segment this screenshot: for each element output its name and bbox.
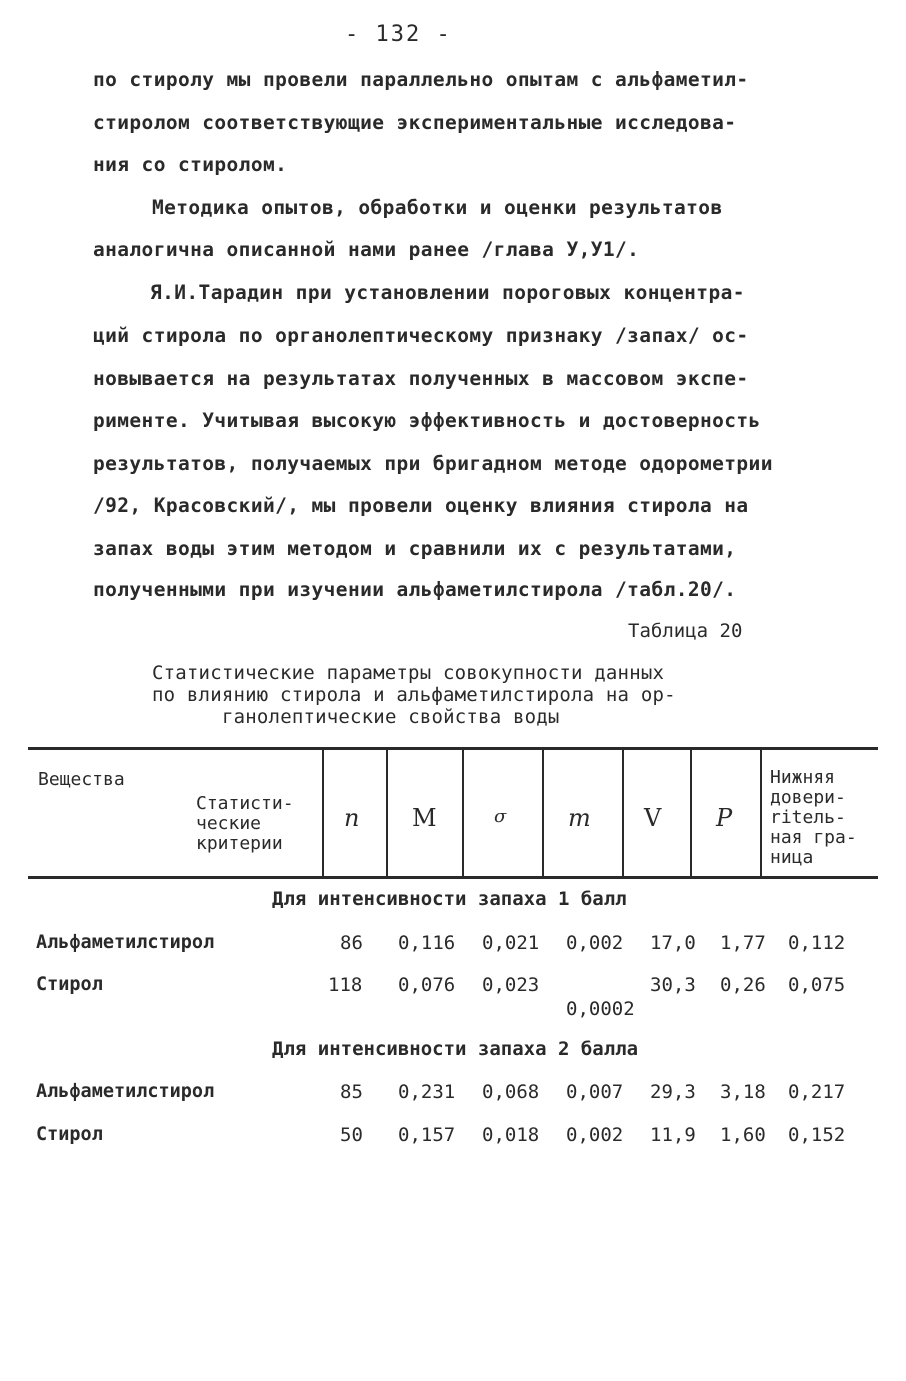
table-label: Таблица 20 bbox=[628, 620, 743, 642]
cell-M: 0,116 bbox=[398, 932, 456, 954]
header-column-M: M bbox=[412, 804, 437, 832]
row-substance-name: Стирол bbox=[36, 974, 103, 995]
paragraph-line: рименте. Учитывая высокую эффективность и достоверность bbox=[93, 409, 761, 432]
cell-V: 11,9 bbox=[650, 1124, 696, 1146]
table-caption-line: Статистические параметры совокупности данных bbox=[152, 662, 665, 684]
paragraph-line: новывается на результатах полученных в массовом экспе- bbox=[93, 367, 749, 390]
paragraph-line: /92, Красовский/, мы провели оценку влияния стирола на bbox=[93, 494, 749, 517]
header-substances: Вещества bbox=[38, 769, 125, 790]
header-lower-bound-line: ritель- bbox=[770, 807, 846, 828]
paragraph-line: запах воды этим методом и сравнили их с результатами, bbox=[93, 537, 737, 560]
paragraph-line: ций стирола по органолептическому признаку /запах/ ос- bbox=[93, 324, 749, 347]
cell-P: 1,77 bbox=[720, 932, 766, 954]
header-column-sigma: σ bbox=[494, 806, 507, 827]
cell-M: 0,076 bbox=[398, 974, 456, 996]
cell-n: 86 bbox=[340, 932, 363, 954]
cell-n: 118 bbox=[328, 974, 363, 996]
section-title: Для интенсивности запаха 1 балл bbox=[272, 888, 627, 910]
header-criteria-line: Статисти- bbox=[196, 793, 294, 814]
paragraph-line: по стиролу мы провели параллельно опытам с альфаметил- bbox=[93, 68, 749, 91]
cell-lower-bound: 0,112 bbox=[788, 932, 846, 954]
cell-m: 0,0002 bbox=[566, 998, 635, 1020]
cell-sigma: 0,023 bbox=[482, 974, 540, 996]
column-divider bbox=[690, 750, 692, 878]
paragraph-line: результатов, получаемых при бригадном методе одорометрии bbox=[93, 452, 773, 475]
header-column-P: P bbox=[716, 804, 733, 832]
cell-M: 0,231 bbox=[398, 1081, 456, 1103]
row-substance-name: Стирол bbox=[36, 1124, 103, 1145]
table-header-rule bbox=[28, 876, 878, 879]
cell-n: 50 bbox=[340, 1124, 363, 1146]
header-criteria-line: ческие bbox=[196, 813, 262, 834]
cell-n: 85 bbox=[340, 1081, 363, 1103]
cell-V: 30,3 bbox=[650, 974, 696, 996]
cell-P: 0,26 bbox=[720, 974, 766, 996]
cell-lower-bound: 0,075 bbox=[788, 974, 846, 996]
column-divider bbox=[462, 750, 464, 878]
column-divider bbox=[386, 750, 388, 878]
page-number: - 132 - bbox=[345, 22, 452, 47]
column-divider bbox=[760, 750, 762, 878]
paragraph-line: Я.И.Тарадин при установлении пороговых концентра- bbox=[150, 281, 745, 304]
section-title: Для интенсивности запаха 2 балла bbox=[272, 1038, 639, 1060]
cell-sigma: 0,068 bbox=[482, 1081, 540, 1103]
paragraph-line: стиролом соответствующие экспериментальные исследова- bbox=[93, 111, 737, 134]
cell-m: 0,002 bbox=[566, 932, 624, 954]
paragraph-line: аналогична описанной нами ранее /глава У,У1/. bbox=[93, 238, 640, 261]
paragraph-line: полученными при изучении альфаметилстирола /табл.20/. bbox=[93, 578, 737, 601]
cell-V: 29,3 bbox=[650, 1081, 696, 1103]
column-divider bbox=[542, 750, 544, 878]
table-top-rule bbox=[28, 747, 878, 750]
cell-P: 3,18 bbox=[720, 1081, 766, 1103]
paragraph-line: Методика опытов, обработки и оценки результатов bbox=[152, 196, 723, 219]
row-substance-name: Альфаметилстирол bbox=[36, 932, 215, 953]
header-lower-bound-line: ная гра- bbox=[770, 827, 857, 848]
column-divider bbox=[322, 750, 324, 878]
cell-V: 17,0 bbox=[650, 932, 696, 954]
cell-M: 0,157 bbox=[398, 1124, 456, 1146]
header-lower-bound-line: довери- bbox=[770, 787, 846, 808]
cell-P: 1,60 bbox=[720, 1124, 766, 1146]
table-caption-line: по влиянию стирола и альфаметилстирола на ор- bbox=[152, 684, 676, 706]
header-lower-bound-line: ница bbox=[770, 847, 814, 868]
cell-lower-bound: 0,217 bbox=[788, 1081, 846, 1103]
row-substance-name: Альфаметилстирол bbox=[36, 1081, 215, 1102]
header-column-V: V bbox=[644, 804, 662, 832]
header-criteria-line: критерии bbox=[196, 833, 283, 854]
cell-lower-bound: 0,152 bbox=[788, 1124, 846, 1146]
cell-sigma: 0,021 bbox=[482, 932, 540, 954]
column-divider bbox=[622, 750, 624, 878]
header-column-n: n bbox=[344, 804, 360, 832]
table-caption-line: ганолептические свойства воды bbox=[222, 706, 560, 728]
cell-m: 0,002 bbox=[566, 1124, 624, 1146]
header-column-m: m bbox=[568, 804, 591, 832]
header-lower-bound-line: Нижняя bbox=[770, 767, 836, 788]
cell-sigma: 0,018 bbox=[482, 1124, 540, 1146]
cell-m: 0,007 bbox=[566, 1081, 624, 1103]
paragraph-line: ния со стиролом. bbox=[93, 153, 288, 176]
